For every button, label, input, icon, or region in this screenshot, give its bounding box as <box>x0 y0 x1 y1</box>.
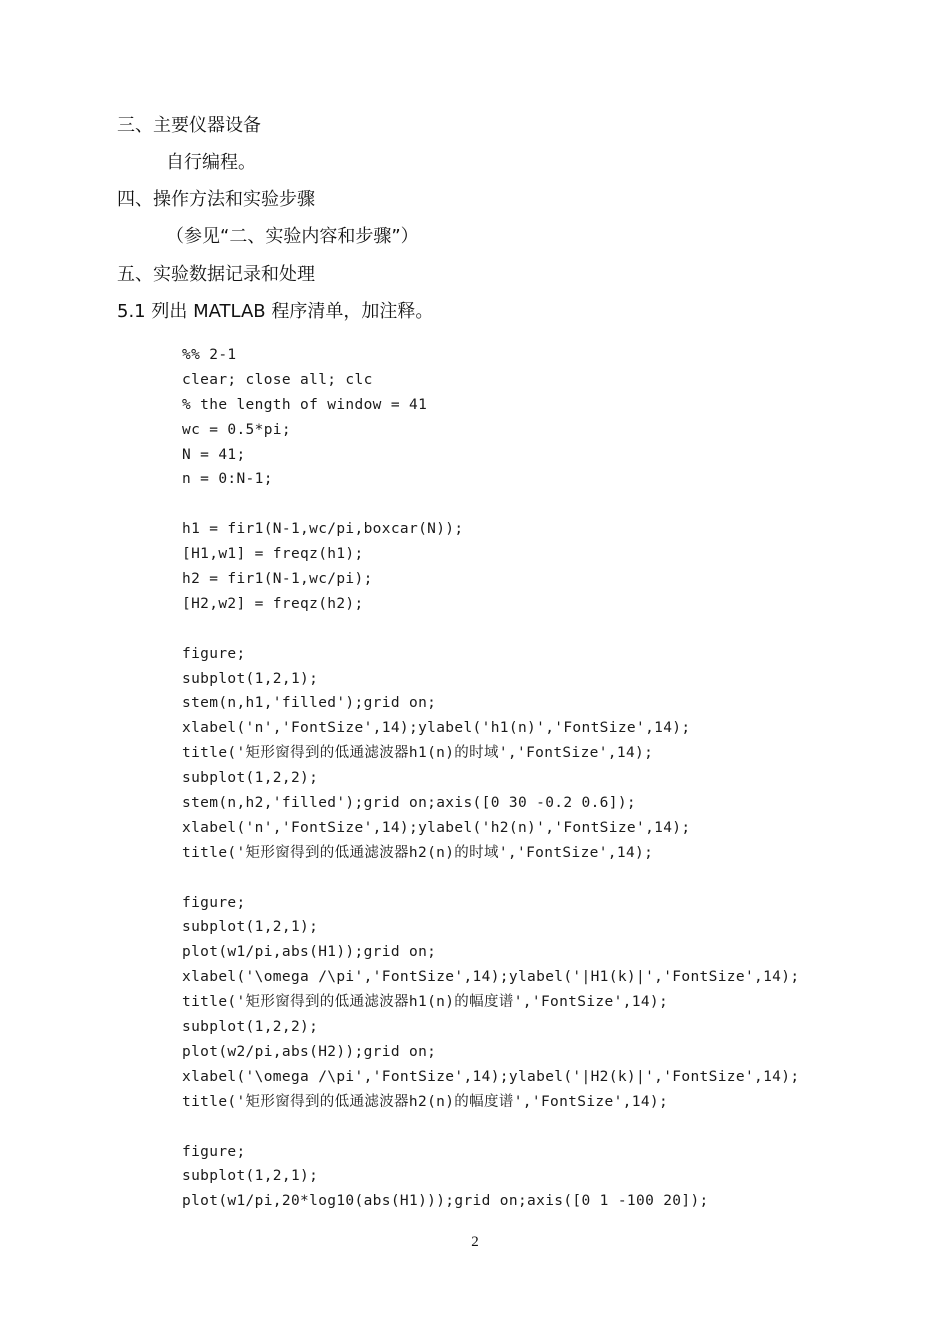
code-line: n = 0:N-1; <box>182 471 273 488</box>
code-line: xlabel('n','FontSize',14);ylabel('h1(n)','FontSize',14); <box>182 720 691 737</box>
code-line: % the length of window = 41 <box>182 396 428 413</box>
code-line: N = 41; <box>182 446 246 463</box>
code-line: stem(n,h2,'filled');grid on;axis([0 30 -0.2 0.6]); <box>182 795 636 812</box>
code-line: plot(w2/pi,abs(H2));grid on; <box>182 1043 437 1060</box>
code-line: clear; close all; clc <box>182 371 373 388</box>
code-line: xlabel('\omega /\pi','FontSize',14);ylabel('|H2(k)|','FontSize',14); <box>182 1068 800 1085</box>
page-number: 2 <box>471 1234 479 1250</box>
code-line: %% 2-1 <box>182 347 237 363</box>
code-line: title('矩形窗得到的低通滤波器h2(n)的时域','FontSize',14); <box>182 844 654 861</box>
code-line: title('矩形窗得到的低通滤波器h2(n)的幅度谱','FontSize',14); <box>182 1093 669 1110</box>
code-line: xlabel('n','FontSize',14);ylabel('h2(n)','FontSize',14); <box>182 819 691 836</box>
code-line: subplot(1,2,1); <box>182 670 319 687</box>
code-line: subplot(1,2,1); <box>182 919 319 936</box>
code-line: figure; <box>182 1143 246 1160</box>
code-line <box>182 866 799 891</box>
code-line <box>182 492 799 517</box>
code-line: figure; <box>182 894 246 911</box>
code-line: subplot(1,2,2); <box>182 770 319 787</box>
section-3-heading: 三、主要仪器设备 <box>117 115 261 136</box>
code-line <box>182 1115 799 1140</box>
code-line: title('矩形窗得到的低通滤波器h1(n)的幅度谱','FontSize',14); <box>182 994 669 1011</box>
code-line: stem(n,h1,'filled');grid on; <box>182 695 437 712</box>
section-3-body: 自行编程。 <box>166 152 256 173</box>
section-4-heading: 四、操作方法和实验步骤 <box>117 189 315 210</box>
code-line: h1 = fir1(N-1,wc/pi,boxcar(N)); <box>182 521 464 538</box>
code-line: h2 = fir1(N-1,wc/pi); <box>182 571 373 588</box>
code-line: [H2,w2] = freqz(h2); <box>182 595 364 612</box>
code-line: wc = 0.5*pi; <box>182 421 291 438</box>
code-line: xlabel('\omega /\pi','FontSize',14);ylabel('|H1(k)|','FontSize',14); <box>182 969 800 986</box>
section-4-body: （参见“二、实验内容和步骤”） <box>166 226 419 247</box>
code-line: figure; <box>182 645 246 662</box>
code-line: [H1,w1] = freqz(h1); <box>182 546 364 563</box>
code-line <box>182 617 799 642</box>
matlab-code-listing <box>182 343 799 1214</box>
code-line: subplot(1,2,1); <box>182 1168 319 1185</box>
code-line: plot(w1/pi,abs(H1));grid on; <box>182 944 437 961</box>
section-5-1-heading: 5.1 列出 MATLAB 程序清单，加注释。 <box>117 301 434 322</box>
section-5-heading: 五、实验数据记录和处理 <box>117 264 315 285</box>
code-line: title('矩形窗得到的低通滤波器h1(n)的时域','FontSize',14); <box>182 745 654 762</box>
code-line: plot(w1/pi,20*log10(abs(H1)));grid on;axis([0 1 -100 20]); <box>182 1193 709 1210</box>
code-line: subplot(1,2,2); <box>182 1019 319 1036</box>
